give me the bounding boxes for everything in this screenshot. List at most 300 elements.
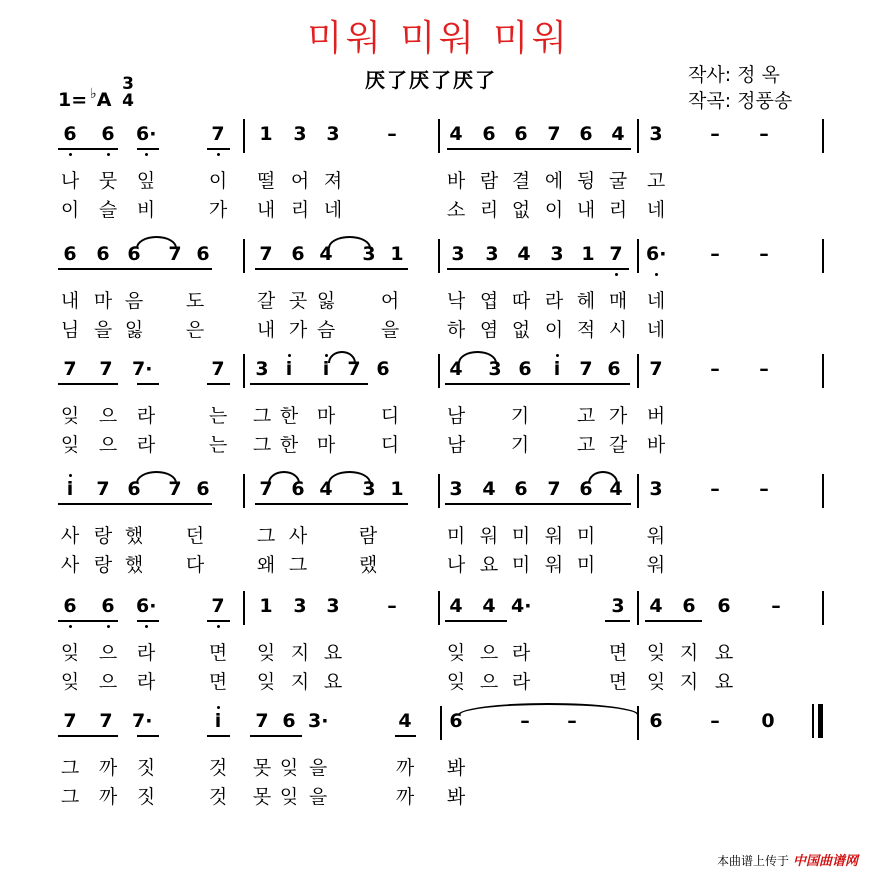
note: 1 [259,123,273,145]
lyric-verse2: 그 [288,554,308,576]
lyric-verse1: 지 [679,642,699,664]
lyric-verse2: 것 [208,786,228,808]
note: 6 [607,358,621,380]
lyric-verse2: 봐 [446,786,466,808]
lyric-verse2: 내 [256,319,276,341]
beam-underline [250,383,368,385]
beam-underline [445,383,630,385]
lyric-verse1: 까 [395,757,415,779]
tie-slur [328,351,356,363]
lyric-verse1: 워 [646,525,666,547]
lyric-verse2: 슬 [98,199,118,221]
lyric-verse1: 는 [208,405,228,427]
lyric-verse2: 남 [446,434,466,456]
lyric-verse1: 헤 [576,290,596,312]
barline [243,119,245,153]
lyric-verse1: 것 [208,757,228,779]
note: i [214,710,222,732]
lyric-verse2: 까 [395,786,415,808]
lyric-verse2: 왜 [256,554,276,576]
note: 6 [282,710,296,732]
lyric-verse2: 없 [511,319,531,341]
lyric-verse2: 을 [308,786,328,808]
barline [637,591,639,625]
barline [438,591,440,625]
lyric-verse1: 랑 [93,525,113,547]
lyric-verse1: 그 [60,757,80,779]
lyric-verse1: 남 [446,405,466,427]
note: 3 [449,478,463,500]
lyric-verse1: 사 [60,525,80,547]
lyric-verse2: 요 [714,671,734,693]
barline [438,474,440,508]
site-logo: 中国曲谱网 [792,854,858,869]
note: 6 [196,478,210,500]
lyricist-credit: 작사: 정 옥 [688,64,780,86]
lyric-verse1: 잊 [60,642,80,664]
lyric-verse2: 라 [136,434,156,456]
lyric-verse1: 뒹 [576,170,596,192]
lyric-verse1: 미 [446,525,466,547]
song-subtitle: 厌了厌了厌了 [365,68,497,92]
lyric-verse1: 음 [124,290,144,312]
beam-underline [58,148,118,150]
final-barline-thin [812,704,814,738]
octave-dot-low [217,153,220,156]
note: 7 [96,478,110,500]
note: – [710,710,720,732]
note: 6 [579,478,593,500]
note: 6 [127,243,141,265]
note: – [771,595,781,617]
note: 4· [511,595,532,617]
flat-icon: ♭ [90,86,97,102]
lyric-verse2: 이 [60,199,80,221]
lyric-verse1: 워 [544,525,564,547]
note: 4 [482,478,496,500]
lyric-verse1: 했 [124,525,144,547]
note: 7 [211,123,225,145]
lyric-verse1: 곳 [288,290,308,312]
note: 1 [390,243,404,265]
lyric-verse1: 봐 [446,757,466,779]
lyric-verse1: 어 [380,290,400,312]
lyric-verse1: 잎 [136,170,156,192]
lyric-verse2: 잊 [256,671,276,693]
lyric-verse2: 네 [323,199,343,221]
lyric-verse2: 마 [316,434,336,456]
footer [717,850,858,869]
note: 7 [211,358,225,380]
beam-underline [447,268,629,270]
lyric-verse2: 워 [544,554,564,576]
lyric-verse2: 슴 [316,319,336,341]
lyric-verse1: 람 [479,170,499,192]
note: 4 [319,478,333,500]
note: – [710,358,720,380]
note: 3 [293,595,307,617]
lyric-verse2: 은 [185,319,205,341]
lyric-verse1: 라 [136,405,156,427]
note: – [710,243,720,265]
octave-dot-low [69,153,72,156]
note: 3 [451,243,465,265]
note: 6 [717,595,731,617]
barline [438,354,440,388]
note: 3 [293,123,307,145]
lyric-verse2: 염 [479,319,499,341]
lyric-verse1: 가 [608,405,628,427]
lyric-verse2: 기 [510,434,530,456]
note: 3 [362,478,376,500]
key-letter: A [96,89,112,111]
lyric-verse2: 디 [380,434,400,456]
lyric-verse2: 요 [479,554,499,576]
note: – [387,123,397,145]
beam-underline [255,268,408,270]
note: i [66,478,74,500]
lyric-verse1: 워 [479,525,499,547]
lyric-verse1: 잊 [256,642,276,664]
beam-underline [58,383,118,385]
beam-underline [447,148,631,150]
beam-underline [137,735,159,737]
tie-slur [328,471,371,483]
note: 7 [99,710,113,732]
lyric-verse2: 까 [98,786,118,808]
note: 6· [646,243,667,265]
note: 6 [101,595,115,617]
lyric-verse2: 이 [544,199,564,221]
lyric-verse1: 버 [646,405,666,427]
lyric-verse2: 리 [479,199,499,221]
lyric-verse1: 결 [511,170,531,192]
lyric-verse1: 고 [576,405,596,427]
lyric-verse2: 네 [646,199,666,221]
note: 6 [63,243,77,265]
note: 7 [347,358,361,380]
tie-slur [268,471,300,483]
note: 4 [398,710,412,732]
lyric-verse1: 바 [446,170,466,192]
lyric-verse1: 요 [714,642,734,664]
note: 7 [259,243,273,265]
lyric-verse1: 람 [358,525,378,547]
note: 4 [449,123,463,145]
note: 7 [211,595,225,617]
beam-underline [395,735,416,737]
note: 1 [390,478,404,500]
beam-underline [445,503,631,505]
beam-underline [58,503,212,505]
barline [822,119,824,153]
lyric-verse2: 내 [256,199,276,221]
lyric-verse2: 그 [60,786,80,808]
octave-dot-high [556,354,559,357]
note: 6 [291,478,305,500]
lyric-verse2: 면 [608,671,628,693]
lyric-verse2: 갈 [608,434,628,456]
lyric-verse2: 적 [576,319,596,341]
lyric-verse2: 리 [290,199,310,221]
beam-underline [207,735,230,737]
lyric-verse1: 던 [185,525,205,547]
lyric-verse1: 네 [646,290,666,312]
barline [822,239,824,273]
note: 7 [609,243,623,265]
lyric-verse1: 도 [185,290,205,312]
lyric-verse2: 랑 [93,554,113,576]
beam-underline [645,620,702,622]
octave-dot-low [655,273,658,276]
lyric-verse2: 을 [380,319,400,341]
lyric-verse2: 을 [93,319,113,341]
octave-dot-high [325,354,328,357]
lyric-verse1: 미 [511,525,531,547]
note: i [553,358,561,380]
note: 6 [518,358,532,380]
lyric-verse1: 따 [511,290,531,312]
beam-underline [207,383,230,385]
lyric-verse2: 라 [511,671,531,693]
lyric-verse1: 떨 [256,170,276,192]
note: 7 [63,358,77,380]
lyric-verse2: 가 [208,199,228,221]
tie-slur [136,471,177,483]
note: – [520,710,530,732]
barline [637,706,639,740]
note: 4 [611,123,625,145]
beam-underline [207,148,230,150]
octave-dot-low [145,625,148,628]
note: 6 [196,243,210,265]
lyric-verse1: 못 [252,757,272,779]
note: 7· [132,358,153,380]
lyric-verse1: 마 [316,405,336,427]
beam-underline [137,620,159,622]
lyric-verse2: 못 [252,786,272,808]
octave-dot-high [217,706,220,709]
beam-underline [58,620,118,622]
note: 3 [649,123,663,145]
beam-underline [605,620,630,622]
note: 6 [63,595,77,617]
note: 3 [326,123,340,145]
note: 4 [449,358,463,380]
lyric-verse1: 이 [208,170,228,192]
note: 3 [485,243,499,265]
composer-credit: 작곡: 정풍송 [688,90,793,112]
barline [822,354,824,388]
lyric-verse1: 지 [290,642,310,664]
lyric-verse2: 나 [446,554,466,576]
note: 7· [132,710,153,732]
lyric-verse2: 짓 [136,786,156,808]
beam-underline [137,383,159,385]
tie-slur [458,703,639,715]
lyric-verse1: 뭇 [98,170,118,192]
note: 6 [514,123,528,145]
time-signature [120,76,136,110]
lyric-verse1: 으 [479,642,499,664]
lyric-verse2: 내 [576,199,596,221]
beam-underline [445,620,507,622]
note: 7 [99,358,113,380]
octave-dot-high [288,354,291,357]
note: 6 [514,478,528,500]
lyric-verse1: 면 [208,642,228,664]
note: 1 [581,243,595,265]
lyric-verse2: 비 [136,199,156,221]
note: 3 [326,595,340,617]
barline [438,239,440,273]
lyric-verse2: 리 [608,199,628,221]
tie-slur [328,236,371,248]
note: – [387,595,397,617]
final-barline-thick [818,704,823,738]
lyric-verse1: 라 [511,642,531,664]
lyric-verse1: 어 [290,170,310,192]
lyric-verse1: 을 [308,757,328,779]
lyric-verse1: 잊 [60,405,80,427]
lyric-verse1: 나 [60,170,80,192]
lyric-verse2: 없 [511,199,531,221]
lyric-verse1: 으 [98,642,118,664]
lyric-verse2: 요 [323,671,343,693]
note: – [759,243,769,265]
footer-text: 本曲谱上传于 [716,854,789,868]
octave-dot-high [69,474,72,477]
note: 0 [761,710,775,732]
barline [637,474,639,508]
lyric-verse2: 지 [290,671,310,693]
note: 6 [579,123,593,145]
note: 4 [517,243,531,265]
key-label: 1= [58,89,88,111]
octave-dot-low [69,625,72,628]
lyric-verse2: 그 [252,434,272,456]
note: i [285,358,293,380]
note: 6 [376,358,390,380]
note: 3 [488,358,502,380]
beam-underline [58,735,118,737]
lyric-verse1: 디 [380,405,400,427]
octave-dot-low [107,153,110,156]
note: 7 [579,358,593,380]
tie-slur [588,471,618,483]
tie-slur [458,351,497,363]
note: 6 [649,710,663,732]
lyric-verse2: 워 [646,554,666,576]
lyric-verse2: 으 [98,434,118,456]
barline [637,354,639,388]
beam-underline [255,503,408,505]
note: 3 [550,243,564,265]
note: 4 [482,595,496,617]
lyric-verse1: 잃 [316,290,336,312]
note: 7 [63,710,77,732]
lyric-verse2: 잊 [446,671,466,693]
barline [243,354,245,388]
lyric-verse2: 님 [60,319,80,341]
lyric-verse2: 잊 [279,786,299,808]
note: 4 [649,595,663,617]
lyric-verse1: 기 [510,405,530,427]
barline [637,119,639,153]
octave-dot-low [107,625,110,628]
lyric-verse1: 낙 [446,290,466,312]
note: 6 [96,243,110,265]
lyric-verse1: 져 [323,170,343,192]
lyric-verse2: 바 [646,434,666,456]
lyric-verse2: 이 [544,319,564,341]
lyric-verse2: 잃 [124,319,144,341]
lyric-verse2: 시 [608,319,628,341]
note: 7 [255,710,269,732]
beam-underline [137,148,159,150]
lyric-verse1: 엽 [479,290,499,312]
octave-dot-low [217,625,220,628]
lyric-verse2: 사 [60,554,80,576]
note: 6· [136,123,157,145]
lyric-verse2: 잊 [60,671,80,693]
note: 6 [291,243,305,265]
lyric-verse1: 라 [136,642,156,664]
lyric-verse1: 한 [279,405,299,427]
time-signature-top: 3 [122,74,134,94]
note: 3 [362,243,376,265]
octave-dot-low [145,153,148,156]
lyric-verse2: 가 [288,319,308,341]
lyric-verse1: 요 [323,642,343,664]
note: i [322,358,330,380]
time-signature-bottom: 4 [122,91,134,111]
note: 7 [168,478,182,500]
lyric-verse1: 라 [544,290,564,312]
note: 4 [449,595,463,617]
note: 6 [682,595,696,617]
lyric-verse1: 짓 [136,757,156,779]
note: 3 [611,595,625,617]
lyric-verse2: 미 [576,554,596,576]
lyric-verse2: 랬 [358,554,378,576]
note: 3 [255,358,269,380]
lyric-verse2: 다 [185,554,205,576]
note: 4 [609,478,623,500]
lyric-verse1: 매 [608,290,628,312]
lyric-verse1: 미 [576,525,596,547]
lyric-verse1: 까 [98,757,118,779]
tie-slur [136,236,177,248]
note: – [710,123,720,145]
lyric-verse2: 잊 [646,671,666,693]
lyric-verse1: 잊 [446,642,466,664]
lyric-verse1: 잊 [646,642,666,664]
note: 7 [259,478,273,500]
lyric-verse1: 그 [252,405,272,427]
barline [440,706,442,740]
lyric-verse1: 면 [608,642,628,664]
barline [822,591,824,625]
note: 3 [649,478,663,500]
note: 7 [649,358,663,380]
lyric-verse1: 고 [646,170,666,192]
barline [243,239,245,273]
lyric-verse1: 마 [93,290,113,312]
lyric-verse2: 했 [124,554,144,576]
note: 7 [547,478,561,500]
lyric-verse1: 내 [60,290,80,312]
